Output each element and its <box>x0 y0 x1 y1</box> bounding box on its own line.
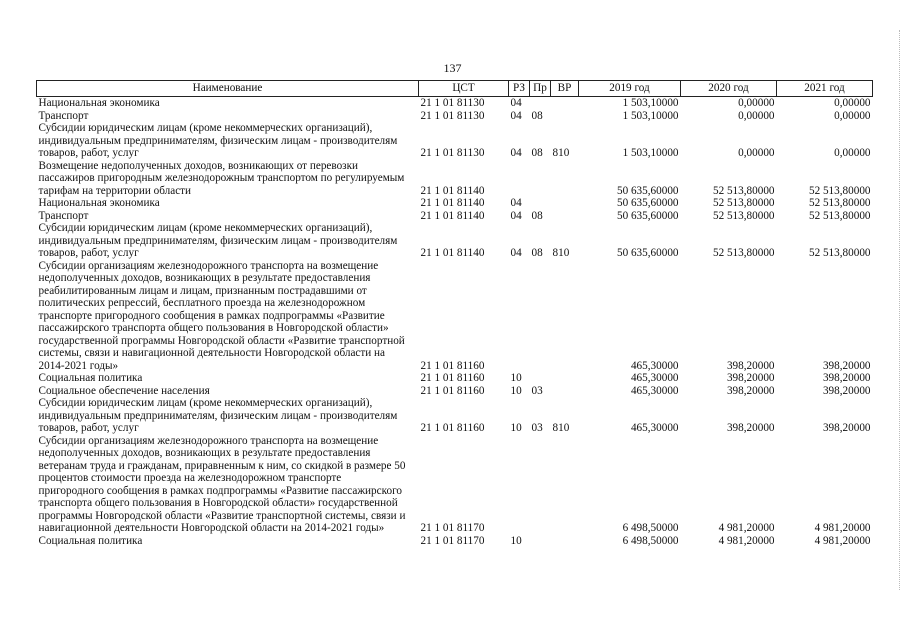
cell-vr <box>551 197 579 210</box>
cell-rz: 04 <box>510 197 522 209</box>
cell-cst: 21 1 01 81140 <box>420 247 485 259</box>
table-row <box>37 535 873 548</box>
cell-y2019: 6 498,50000 <box>622 534 679 547</box>
header-name: Наименование <box>37 81 419 97</box>
cell-vr <box>551 385 579 398</box>
cell-y2021: 0,00000 <box>834 97 871 109</box>
cell-y2019: 50 635,60000 <box>616 209 679 222</box>
cell-cst: 21 1 01 81130 <box>420 97 485 109</box>
cell-rz: 10 <box>510 422 522 434</box>
cell-pr: 08 <box>531 147 543 159</box>
cell-vr <box>551 372 579 385</box>
cell-y2021: 4 981,20000 <box>814 522 871 534</box>
header-pr: Пр <box>530 81 551 97</box>
cell-y2020: 52 513,80000 <box>712 209 775 222</box>
cell-y2020: 52 513,80000 <box>712 184 775 197</box>
cell-name: Национальная экономика <box>38 97 160 109</box>
cell-rz: 10 <box>510 372 522 384</box>
cell-rz: 04 <box>510 147 522 159</box>
cell-y2019: 1 503,10000 <box>622 109 679 122</box>
cell-vr: 810 <box>552 422 570 434</box>
cell-y2020: 52 513,80000 <box>712 197 775 209</box>
cell-rz: 04 <box>510 109 522 122</box>
cell-pr <box>530 97 551 110</box>
table-header-row <box>37 81 873 97</box>
cell-name: Субсидии организациям железнодорожного транспорта на возмещение недополученных доходов, возникающих в результате предоставления реабилитированным лицам и лицам, признанным пострадавшими от политических репрессий, бесплатного проезда на железнодорожном транспорте пригородного сообщения в рамках подпрограммы «Развитие пассажирского транспорта общего пользования в Новгородской области» государственной программы Новгородской области «Развитие транспортной системы, связи и навигационной деятельности Новгородской области на 2014-2021 годы» <box>38 259 405 372</box>
cell-y2020: 4 981,20000 <box>718 522 775 534</box>
cell-pr <box>530 372 551 385</box>
cell-name: Транспорт <box>38 209 89 222</box>
cell-cst: 21 1 01 81140 <box>420 197 485 209</box>
cell-name: Возмещение недополученных доходов, возникающих от перевозки пассажиров пригородным железнодорожным транспортом по регулируемым тарифам на территории области <box>38 159 405 197</box>
cell-y2021: 398,20000 <box>822 359 871 372</box>
cell-y2021: 52 513,80000 <box>808 197 871 209</box>
table-row <box>37 122 873 160</box>
cell-vr <box>551 210 579 223</box>
cell-name: Социальное обеспечение населения <box>38 384 210 397</box>
cell-y2020: 398,20000 <box>726 372 775 384</box>
cell-vr <box>551 535 579 548</box>
cell-cst: 21 1 01 81160 <box>420 372 485 384</box>
cell-y2019: 50 635,60000 <box>616 197 679 209</box>
cell-pr: 03 <box>531 384 543 397</box>
cell-y2021: 0,00000 <box>834 109 871 122</box>
cell-pr <box>530 435 551 535</box>
cell-y2020: 0,00000 <box>738 147 775 159</box>
cell-rz <box>509 160 530 198</box>
cell-y2020: 4 981,20000 <box>718 534 775 547</box>
table-row <box>37 110 873 123</box>
cell-y2019: 465,30000 <box>630 372 679 384</box>
cell-name: Субсидии юридическим лицам (кроме некоммерческих организаций), индивидуальным предпринимателям, физическим лицам - производителям товаров, работ, услуг <box>38 122 398 159</box>
table-row <box>37 222 873 260</box>
cell-y2021: 52 513,80000 <box>808 247 871 259</box>
header-2021: 2021 год <box>777 81 873 97</box>
cell-rz: 10 <box>510 384 522 397</box>
table-row <box>37 260 873 373</box>
cell-y2019: 6 498,50000 <box>622 522 679 534</box>
cell-y2021: 0,00000 <box>834 147 871 159</box>
header-rz: РЗ <box>509 81 530 97</box>
header-cst: ЦСТ <box>419 81 509 97</box>
cell-y2021: 398,20000 <box>822 372 871 384</box>
cell-pr <box>530 260 551 373</box>
cell-y2021: 4 981,20000 <box>814 534 871 547</box>
cell-vr: 810 <box>552 147 570 159</box>
header-2020: 2020 год <box>681 81 777 97</box>
cell-y2019: 465,30000 <box>630 359 679 372</box>
cell-y2019: 50 635,60000 <box>616 184 679 197</box>
header-2019: 2019 год <box>579 81 681 97</box>
cell-vr <box>551 260 579 373</box>
header-vr: ВР <box>551 81 579 97</box>
cell-pr: 08 <box>531 109 543 122</box>
cell-y2019: 465,30000 <box>630 384 679 397</box>
table-body <box>37 97 873 548</box>
cell-y2019: 465,30000 <box>630 422 679 434</box>
cell-cst: 21 1 01 81160 <box>420 422 485 434</box>
cell-pr <box>530 197 551 210</box>
cell-vr <box>551 97 579 110</box>
table-row <box>37 210 873 223</box>
cell-rz: 04 <box>510 97 522 109</box>
table-row <box>37 397 873 435</box>
cell-cst: 21 1 01 81140 <box>420 209 485 222</box>
cell-vr: 810 <box>552 247 570 259</box>
cell-cst: 21 1 01 81160 <box>420 384 485 397</box>
budget-table <box>36 80 873 547</box>
cell-y2021: 52 513,80000 <box>808 184 871 197</box>
cell-y2021: 52 513,80000 <box>808 209 871 222</box>
cell-pr: 03 <box>531 422 543 434</box>
cell-cst: 21 1 01 81130 <box>420 147 485 159</box>
cell-name: Социальная политика <box>38 534 143 547</box>
cell-y2019: 50 635,60000 <box>616 247 679 259</box>
cell-name: Субсидии организациям железнодорожного транспорта на возмещение недополученных доходов, возникающих в результате предоставления ветеранам труда и гражданам, приравненным к ним, со скидкой в размере 50 процентов стоимости проезда на железнодорожном транспорте пригородного сообщения в рамках подпрограммы «Развитие пассажирского транспорта общего пользования в Новгородской области» государственной программы Новгородской области «Развитие транспортной системы, связи и навигационной деятельности Новгородской области на 2014-2021 годы» <box>38 434 406 534</box>
cell-name: Национальная экономика <box>38 197 160 209</box>
cell-rz: 04 <box>510 247 522 259</box>
cell-pr: 08 <box>531 247 543 259</box>
cell-rz <box>509 260 530 373</box>
cell-y2021: 398,20000 <box>822 384 871 397</box>
cell-vr <box>551 110 579 123</box>
table-row <box>37 160 873 198</box>
cell-rz <box>509 435 530 535</box>
cell-vr <box>551 160 579 198</box>
cell-rz: 04 <box>510 209 522 222</box>
cell-cst: 21 1 01 81170 <box>420 522 485 534</box>
cell-y2019: 1 503,10000 <box>622 147 679 159</box>
cell-vr <box>551 435 579 535</box>
page-number: 137 <box>443 61 462 75</box>
table-row <box>37 372 873 385</box>
cell-name: Социальная политика <box>38 372 143 384</box>
cell-cst: 21 1 01 81140 <box>420 184 485 197</box>
cell-y2020: 0,00000 <box>738 109 775 122</box>
cell-y2021: 398,20000 <box>822 422 871 434</box>
table-row <box>37 385 873 398</box>
cell-y2020: 52 513,80000 <box>712 247 775 259</box>
cell-y2019: 1 503,10000 <box>622 97 679 109</box>
cell-y2020: 398,20000 <box>726 422 775 434</box>
page-edge-marks <box>899 30 902 590</box>
cell-cst: 21 1 01 81160 <box>420 359 485 372</box>
cell-pr: 08 <box>531 209 543 222</box>
cell-pr <box>530 160 551 198</box>
cell-name: Субсидии юридическим лицам (кроме некоммерческих организаций), индивидуальным предпринимателям, физическим лицам - производителям товаров, работ, услуг <box>38 222 398 259</box>
cell-y2020: 398,20000 <box>726 359 775 372</box>
cell-cst: 21 1 01 81130 <box>420 109 485 122</box>
table-row <box>37 197 873 210</box>
table-row <box>37 97 873 110</box>
cell-y2020: 0,00000 <box>738 97 775 109</box>
table-row <box>37 435 873 535</box>
cell-name: Транспорт <box>38 109 89 122</box>
cell-cst: 21 1 01 81170 <box>420 534 485 547</box>
cell-pr <box>530 535 551 548</box>
cell-rz: 10 <box>510 534 522 547</box>
cell-name: Субсидии юридическим лицам (кроме некоммерческих организаций), индивидуальным предпринимателям, физическим лицам - производителям товаров, работ, услуг <box>38 397 398 434</box>
cell-y2020: 398,20000 <box>726 384 775 397</box>
